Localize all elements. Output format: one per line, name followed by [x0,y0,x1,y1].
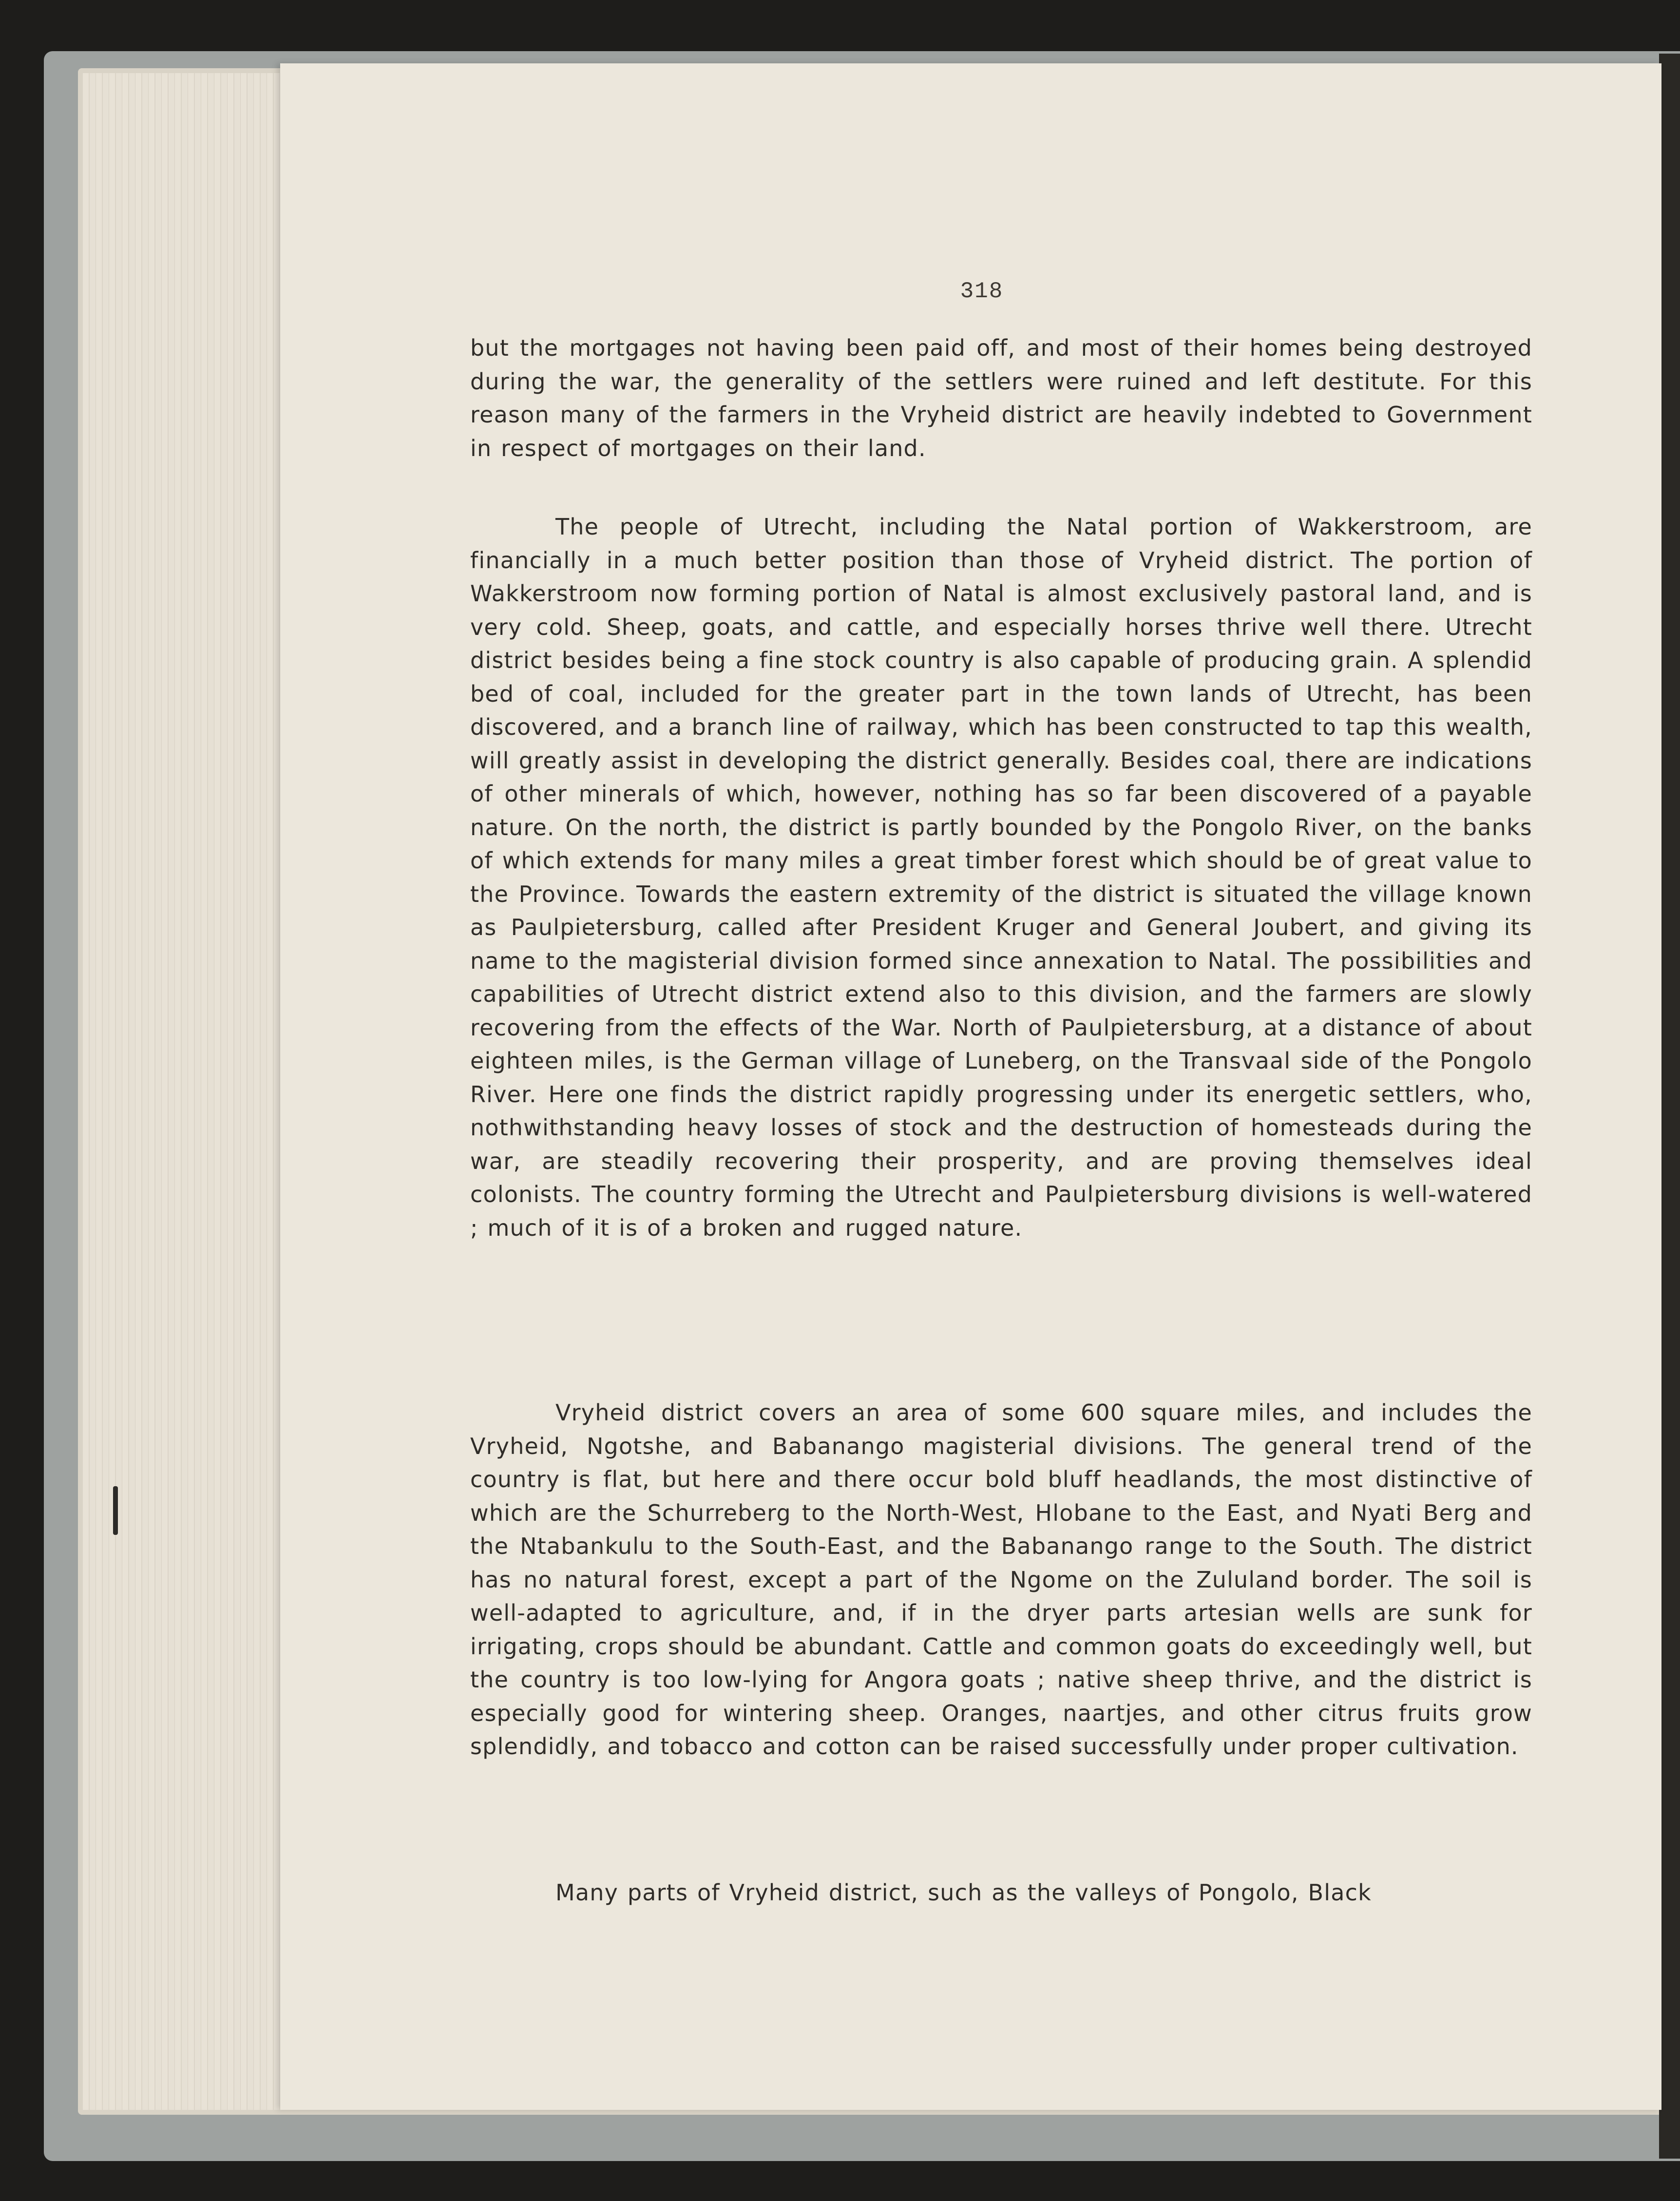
paragraph-1: but the mortgages not having been paid off, and most of their homes being destroyed during the war, the generality of the settlers were ruined and left destitute. For this reason many of the farmers in the Vryheid district are heavily indebted to Government in respect of mortgages on their land. [470,335,1532,461]
paragraph-4: Many parts of Vryheid district, such as the valleys of Pongolo, Black [555,1879,1372,1906]
page-edges [83,73,287,2110]
facing-cover-edge [1659,54,1680,2159]
bookmark-ribbon [113,1486,118,1535]
paragraph-3: Vryheid district covers an area of some 600 square miles, and includes the Vryheid, Ngotshe, and Babanango magisterial divisions. The general trend of the country is flat, but here and there occur bold bluff headlands, the most distinctive of which are the Schurreberg to the North-West, Hlobane to the East, and Nyati Berg and the Ntabankulu to the South-East, and the Babanango range to the South. The district has no natural forest, except a part of the Ngome on the Zululand border. The soil is well-adapted to agriculture, and, if in the dryer parts artesian wells are sunk for irrigating, crops should be abundant. Cattle and common goats do exceedingly well, but the country is too low-lying for Angora goats ; native sheep thrive, and the district is especially good for wintering sheep. Oranges, naartjes, and other citrus fruits grow splendidly, and tobacco and cotton can be raised successfully under proper cultivation. [470,1399,1532,1760]
paragraph-2: The people of Utrecht, including the Natal portion of Wakkerstroom, are financially in a much better position than those of Vryheid district. The portion of Wakkerstroom now forming portion of Natal is almost exclusively pastoral land, and is very cold. Sheep, goats, and cattle, and especially horses thrive well there. Utrecht district besides being a fine stock country is also capable of producing grain. A splendid bed of coal, included for the greater part in the town lands of Utrecht, has been discovered, and a branch line of railway, which has been constructed to tap this wealth, will greatly assist in developing the district generally. Besides coal, there are indications of other minerals of which, however, nothing has so far been discovered of a payable nature. On the north, the district is partly bounded by the Pongolo River, on the banks of which extends for many miles a great timber forest which should be of great value to the Province. Towards the eastern extremity of the district is situated the village known as Paulpietersburg, called after President Kruger and General Joubert, and giving its name to the magisterial division formed since annexation to Natal. The possibilities and capabilities of Utrecht district extend also to this division, and the farmers are slowly recovering from the effects of the War. North of Paulpietersburg, at a distance of about eighteen miles, is the German village of Luneberg, on the Transvaal side of the Pongolo River. Here one finds the district rapidly progressing under its energetic settlers, who, nothwithstanding heavy losses of stock and the destruction of homesteads during the war, are steadily recovering their prosperity, and are proving themselves ideal colonists. The country forming the Utrecht and Paulpietersburg divisions is well-watered ; much of it is of a broken and rugged nature. [470,514,1532,1241]
page-number: 318 [960,279,1004,304]
